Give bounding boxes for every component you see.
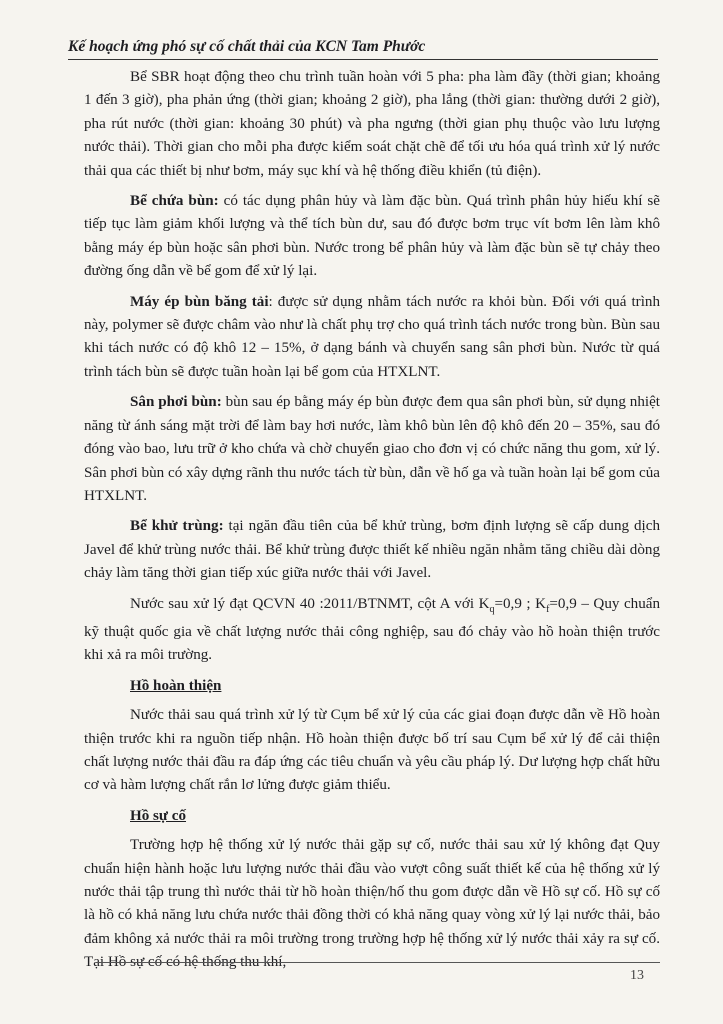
paragraph-sbr: Bể SBR hoạt động theo chu trình tuần hoàn với 5 pha: pha làm đầy (thời gian; khoảng 1 đến 3 giờ), pha phản ứng (thời gian; khoảng 2 giờ), pha lắng (thời gian: thường dưới 2 giờ), pha rút nước (thời gian: khoảng 30 phút) và pha ngưng (thời gian phụ thuộc vào lưu lượng nước thải). Thời gian cho mỗi pha được kiểm soát chặt chẽ để tối ưu hóa quá trình xử lý nước thải qua các thiết bị như bơm, máy sục khí và hệ thống điều khiển (tủ điện). — [84, 69, 660, 179]
text-disinfection: tại ngăn đầu tiên của bể khử trùng, bơm định lượng sẽ cấp dung dịch Javel để khử trùng nước thải. Bể khử trùng được thiết kế nhiều ngăn nhằm tăng chiều dài dòng chảy làm tăng thời gian tiếp xúc giữa nước thải với Javel. — [84, 518, 660, 582]
term-sludge-tank: Bể chứa bùn: — [130, 193, 219, 210]
text-drying-bed: bùn sau ép bằng máy ép bùn được đem qua sân phơi bùn, sử dụng nhiệt năng từ ánh sáng mặt trời để làm bay hơi nước, làm khô bùn lên độ khô đến 20 – 35%, sau đó đóng vào bao, lưu trữ ở kho chứa và chờ chuyển giao cho đơn vị có chức năng thu gom, xử lý. Sân phơi bùn có xây dựng rãnh thu nước tách từ bùn, dẫn về hố ga và tuần hoàn lại bể gom của HTXLNT. — [84, 394, 660, 504]
page-number: 13 — [630, 968, 644, 983]
heading-incident-pond: Hồ sự cố — [130, 807, 187, 824]
subscript-q: q — [489, 603, 495, 615]
paragraph-belt-press — [84, 291, 660, 385]
document-body — [84, 66, 660, 982]
heading-finishing-pond: Hồ hoàn thiện — [130, 677, 222, 694]
paragraph-drying-bed — [84, 391, 660, 508]
subscript-f: f — [546, 603, 550, 615]
paragraph-sludge-tank — [84, 190, 660, 284]
paragraph-incident-pond: Trường hợp hệ thống xử lý nước thải gặp sự cố, nước thải sau xử lý không đạt Quy chuẩn hiện hành hoặc lưu lượng nước thải đầu vào vượt công suất thiết kế của hệ thống xử lý nước thải tập trung thì nước thải từ hồ hoàn thiện/hố thu gom được dẫn về Hồ sự cố. Hồ sự cố là hồ có khả năng lưu chứa nước thải đồng thời có khả năng quay vòng xử lý lại nước thải, bảo đảm không xả nước thải ra môi trường trong trường hợp hệ thống xử lý nước thải xảy ra sự cố. Tại Hồ sự cố có hệ thống thu khí, — [84, 837, 660, 971]
term-drying-bed: Sân phơi bùn: — [130, 394, 222, 411]
text-sludge-tank: có tác dụng phân hủy và làm đặc bùn. Quá trình phân hủy hiếu khí sẽ tiếp tục làm giảm khối lượng và thể tích bùn dư, sau đó được bơm trục vít bơm lên làm khô bằng máy ép bùn hoặc sân phơi bùn. Nước trong bể phân hủy và làm đặc bùn sẽ tự chảy theo đường ống dẫn về bể gom để xử lý lại. — [84, 193, 660, 280]
page-header-title: Kế hoạch ứng phó sự cố chất thải của KCN Tam Phước — [68, 38, 658, 60]
paragraph-disinfection — [84, 515, 660, 585]
term-disinfection: Bể khử trùng: — [130, 518, 224, 535]
paragraph-qcvn — [84, 593, 660, 668]
text-belt-press: : được sử dụng nhằm tách nước ra khỏi bùn. Đối với quá trình này, polymer sẽ được châm vào như là chất phụ trợ cho quá trình tách nước trong bùn. Bùn sau khi tách nước có độ khô 12 – 15%, ở dạng bánh và chuyển sang sân phơi bùn. Nước từ quá trình tách bùn sẽ được tuần hoàn lại bể gom của HTXLNT. — [84, 293, 660, 380]
term-belt-press: Máy ép bùn băng tải — [130, 293, 269, 310]
text-qcvn-b: =0,9 ; K — [494, 595, 547, 612]
text-qcvn-c: =0,9 – Quy chuẩn kỹ thuật quốc gia về chất lượng nước thải công nghiệp, sau đó chảy vào hồ hoàn thiện trước khi xả ra môi trường. — [84, 595, 661, 664]
footer-divider — [96, 962, 660, 963]
paragraph-finishing-pond: Nước thải sau quá trình xử lý từ Cụm bể xử lý của các giai đoạn được dẫn về Hồ hoàn thiện trước khi ra nguồn tiếp nhận. Hồ hoàn thiện được bố trí sau Cụm bể xử lý để cải thiện chất lượng nước thải đầu ra đáp ứng các tiêu chuẩn và yêu cầu pháp lý. Dư lượng hợp chất hữu cơ và hàm lượng chất rắn lơ lửng được giảm thiểu. — [84, 707, 660, 794]
text-qcvn-a: Nước sau xử lý đạt QCVN 40 :2011/BTNMT, cột A với K — [130, 595, 490, 612]
